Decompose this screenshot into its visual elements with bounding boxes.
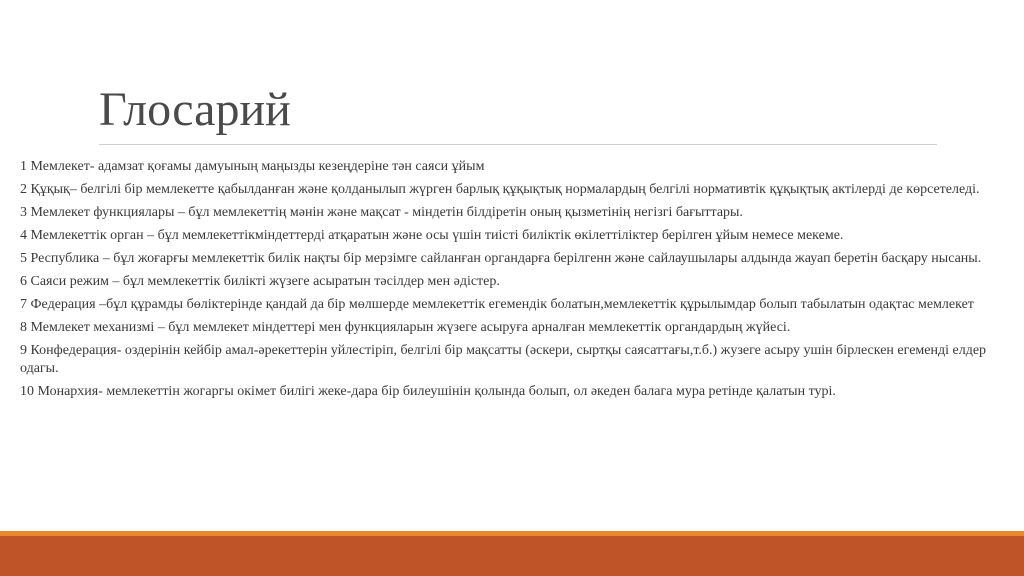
glossary-item: 2 Құқық– белгілі бір мемлекетте қабылданған және қолданылып жүрген барлық құқықтық нормалардың белгілі нормативтік құқықтық актілерді де көрсетеледі.	[20, 182, 980, 197]
glossary-item: 7 Федерация –бұл құрамды бөліктерінде қандай да бір мөлшерде мемлекеттік егемендік болатын,мемлекеттік құрылымдар болып табылатын одақтас мемлекет	[20, 297, 974, 312]
glossary-item: 8 Мемлекет механизмі – бұл мемлекет міндеттері мен функцияларын жүзеге асыруға арналған мемлекеттік органдардың жүйесі.	[20, 320, 791, 335]
glossary-item: 4 Мемлекеттік орган – бұл мемлекеттікміндеттерді атқаратын және осы үшін тиісті биліктік өкілеттіліктер берілген ұйым немесе мекеме.	[20, 228, 844, 243]
glossary-item: 1 Мемлекет- адамзат қоғамы дамуының маңызды кезеңдеріне тән саяси ұйым	[20, 159, 485, 174]
glossary-item: 3 Мемлекет функциялары – бұл мемлекеттің мәнін және мақсат - міндетін білдіретін оның қызметінің негізгі бағыттары.	[20, 205, 743, 220]
slide-title: Глосарий	[99, 83, 291, 136]
glossary-item: 5 Республика – бұл жоғарғы мемлекеттік билік нақты бір мерзімге сайланған органдарға берілгенн және сайлаушылары алдында жауап беретін басқару нысаны.	[20, 251, 982, 266]
glossary-list	[20, 158, 1010, 406]
glossary-item: 9 Конфедерация- оздерінін кейбір амал-әрекеттерін уйлестіріп, белгілі бір мақсатты (әскери, сыртқы саясаттағы,т.б.) жузеге асыру ушін бірлескен егеменді елдер одагы.	[20, 343, 987, 376]
glossary-item: 6 Саяси режим – бұл мемлекеттік билікті жүзеге асыратын тәсілдер мен әдістер.	[20, 274, 500, 289]
footer-bar	[0, 536, 1024, 576]
glossary-item: 10 Монархия- мемлекеттін жогаргы окімет билігі жеке-дара бір билеушінін қолында болып, ол әкеден балага мура ретінде қалатын турі.	[20, 383, 836, 399]
title-divider	[99, 144, 937, 145]
